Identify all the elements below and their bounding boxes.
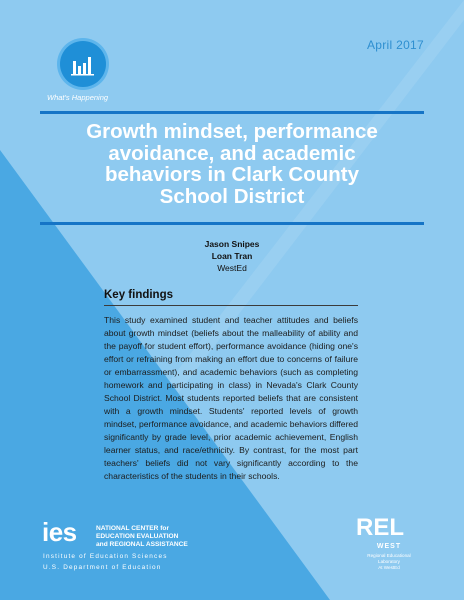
ies-institute	[43, 551, 168, 573]
author-organization: WestEd	[217, 263, 247, 273]
publication-date: April 2017	[366, 38, 424, 52]
ies-center-name	[96, 525, 236, 549]
key-findings-heading: Key findings	[104, 289, 358, 306]
title-rule-bottom	[40, 222, 424, 225]
ies-wordmark: ies	[42, 517, 77, 547]
author-block	[182, 238, 282, 274]
rel-lab-line: At WestEd	[378, 565, 400, 570]
author-name: Jason Snipes	[204, 239, 260, 249]
title-line: avoidance, and academic	[108, 141, 356, 165]
title-line: School District	[159, 184, 305, 208]
ies-line: and REGIONAL ASSISTANCE	[96, 541, 188, 548]
rel-lab-name	[356, 553, 422, 571]
whats-happening-logo	[60, 41, 106, 87]
department-name: U.S. Department of Education	[43, 564, 162, 571]
rel-region: WEST	[376, 543, 402, 550]
institute-name: Institute of Education Sciences	[43, 553, 168, 560]
report-title	[52, 121, 412, 207]
key-findings-section	[104, 289, 358, 483]
rel-wordmark: REL	[356, 514, 404, 541]
rel-lab-line: Regional Educational Laboratory	[367, 553, 411, 564]
rel-west-logo	[352, 512, 422, 578]
key-findings-text: This study examined student and teacher attitudes and beliefs about growth mindset (beliefs about the malleability of ability and the payoff for student effort), performance avoidance (hiding one's effort or refraining from making an effort due to concerns of failure or embarrassment), and academic behaviors (such as completing homework and participating in class) in Nevada's Clark County School District. Most students reported beliefs that are consistent with a growth mindset. Students' reported levels of growth mindset, performance avoidance, and academic behaviors differed significantly by grade level, prior academic achievement, English learner status, and race/ethnicity. By contrast, for the most part teachers' beliefs did not vary significantly according to the characteristics of the students in their schools.	[104, 315, 358, 481]
title-line: Growth mindset, performance	[86, 120, 378, 143]
title-line: behaviors in Clark County	[104, 163, 360, 186]
series-name: What's Happening	[47, 93, 109, 102]
bar-chart-icon	[60, 41, 106, 87]
ies-line: EDUCATION EVALUATION	[96, 533, 179, 540]
title-rule-top	[40, 111, 424, 114]
author-name: Loan Tran	[211, 251, 253, 261]
ies-line: NATIONAL CENTER for	[96, 525, 170, 532]
